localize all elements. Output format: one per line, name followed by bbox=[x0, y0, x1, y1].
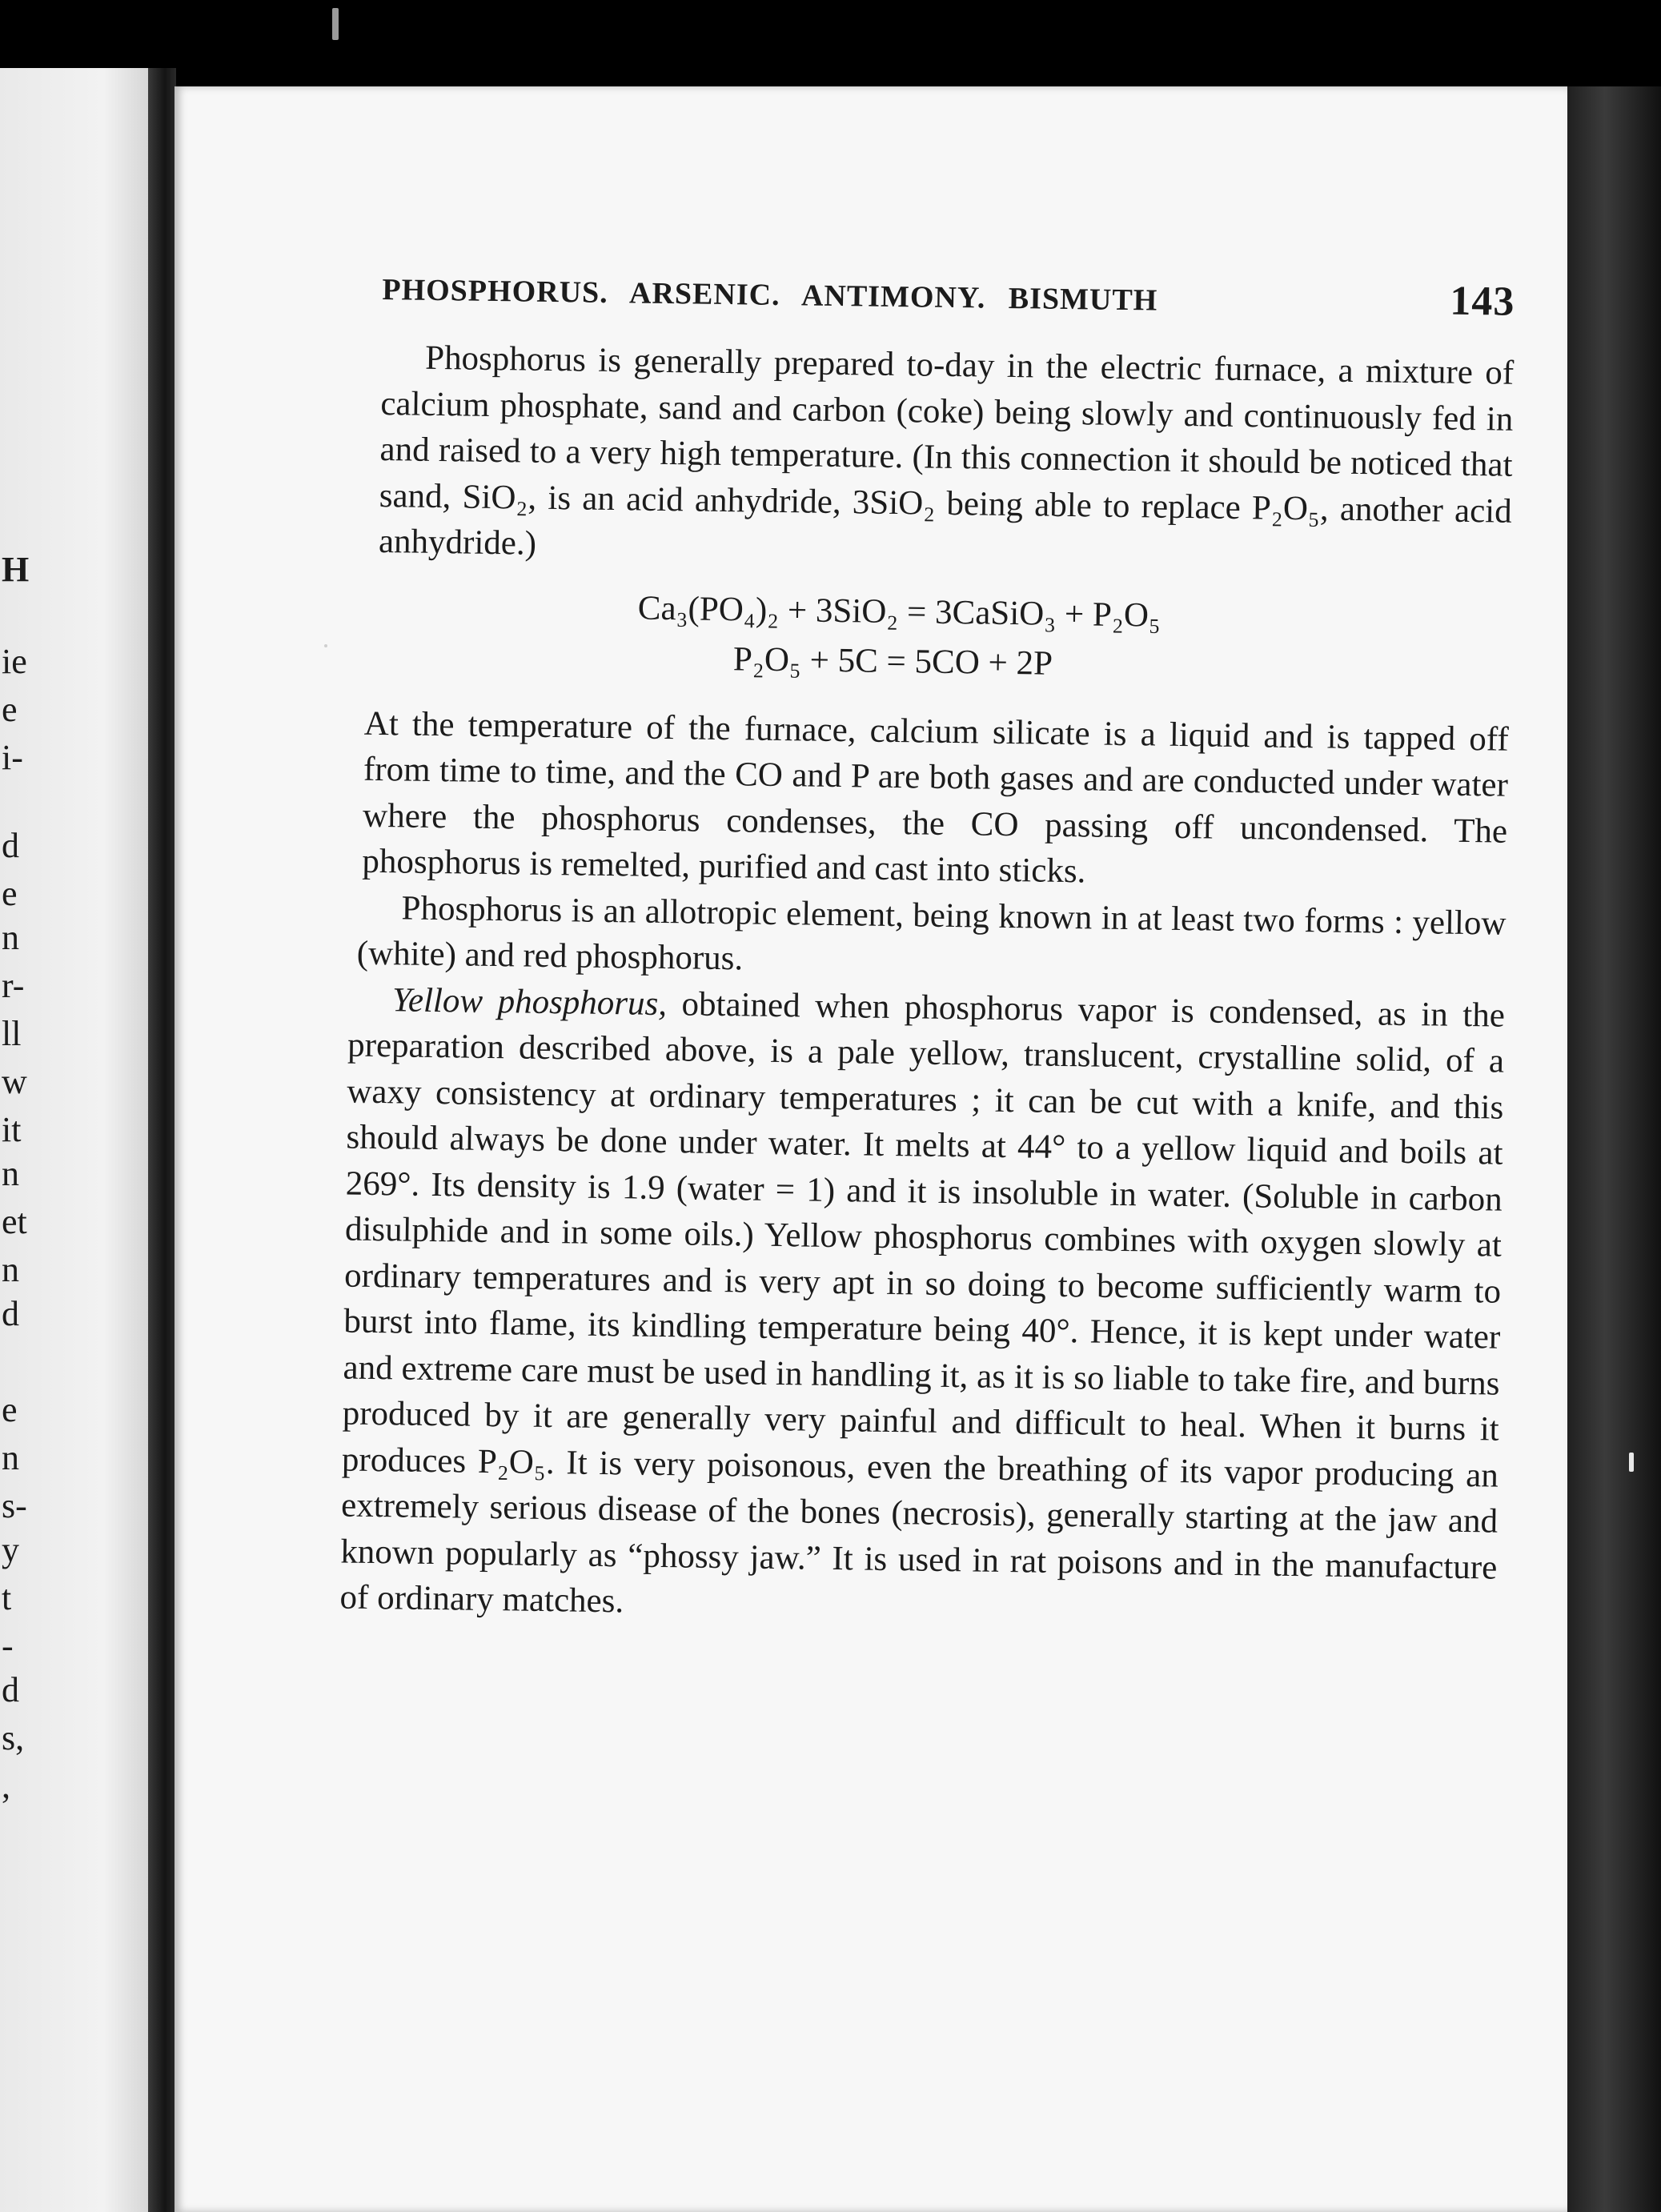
book-page bbox=[175, 86, 1567, 2212]
running-head-title: PHOSPHORUS. ARSENIC. ANTIMONY. BISMUTH bbox=[382, 273, 1158, 318]
paragraph-furnace: At the temperature of the furnace, calcium silicate is a liquid and is tapped off from time to time, and the CO and P are both gases and are conducted under water where the phosphorus condenses, the CO passing off uncondensed. The phosphorus is remelted, purified and cast into sticks. bbox=[362, 704, 1510, 891]
yellow-phosphorus-description: obtained when phosphorus vapor is condensed, as in the preparation described above, is a pale yellow, translucent, crystalline solid, of a waxy consistency at ordinary temperatures ; it can be cut with a knife, and this should always be done under water. It melts at 44° to a yellow liquid and boils at 269°. Its density is 1.9 (water = 1) and it is insoluble in water. (Soluble in carbon disulphide and in some oils.) Yellow phosphorus combines with oxygen slowly at ordinary temperatures and is very apt in so doing to become sufficiently warm to burst into flame, its kindling temperature being 40°. Hence, it is kept under water and extreme care must be used in handling it, as it is so liable to take fire, and burns produced by it are generally very painful and difficult to heal. When it burns it produces P₂O₅. It is very poisonous, even the breathing of its vapor producing an extremely serious disease of the bones (necrosis), generally starting at the jaw and known popularly as “phossy jaw.” It is used in rat poisons and in the manufacture of ordinary matches. bbox=[339, 984, 1506, 1621]
facing-page-fragment: d bbox=[2, 1670, 19, 1709]
facing-page-fragment: s, bbox=[2, 1718, 25, 1757]
facing-page-edge bbox=[0, 68, 148, 2212]
scan-speck bbox=[1629, 1453, 1634, 1472]
facing-page-fragment: - bbox=[2, 1626, 14, 1665]
facing-page-fragment: , bbox=[2, 1766, 10, 1805]
facing-page-fragment: n bbox=[2, 1250, 19, 1289]
facing-page-fragment: i- bbox=[2, 738, 23, 777]
facing-page-fragment: n bbox=[2, 1438, 19, 1477]
paragraph-allotropic: Phosphorus is an allotropic element, being known in at least two forms : yellow (white) and red phosphorus. bbox=[356, 888, 1507, 978]
facing-page-fragment: s- bbox=[2, 1486, 27, 1525]
equation-calcium-phosphate: Ca₃(PO₄)₂ + 3SiO₂ = 3CaSiO₃ + P₂O₅ bbox=[637, 589, 1161, 635]
facing-page-fragment: d bbox=[2, 826, 19, 865]
facing-page-fragment: w bbox=[2, 1062, 27, 1101]
facing-page-fragment: ll bbox=[2, 1014, 22, 1053]
paragraph-preparation: Phosphorus is generally prepared to-day in the electric furnace, a mixture of calcium phosphate, sand and carbon (coke) being slowly and continuously fed in and raised to a very high temperature. (In this connection it should be noticed that sand, SiO₂, is an acid anhydride, 3SiO₂ being able to replace P₂O₅, another acid anhydride.) bbox=[378, 339, 1515, 563]
facing-page-fragment: n bbox=[2, 1154, 19, 1193]
facing-page-text-fragments bbox=[0, 68, 148, 2212]
facing-page-fragment: y bbox=[2, 1530, 19, 1569]
scan-speck bbox=[324, 644, 327, 647]
equations-block bbox=[261, 579, 1511, 700]
facing-page-fragment: t bbox=[2, 1578, 12, 1617]
scan-speck bbox=[332, 8, 339, 40]
facing-page-fragment: e bbox=[2, 1390, 18, 1429]
equation-phosphorus-pentoxide: P₂O₅ + 5C = 5CO + 2P bbox=[732, 639, 1053, 683]
page-stack-edge bbox=[1567, 86, 1661, 2212]
facing-page-fragment: n bbox=[2, 918, 19, 957]
facing-page-fragment: ie bbox=[2, 642, 27, 681]
facing-page-fragment: d bbox=[2, 1294, 19, 1333]
page-number: 143 bbox=[1449, 278, 1515, 325]
facing-page-fragment: it bbox=[2, 1110, 22, 1149]
page-text-block bbox=[247, 254, 1515, 1637]
facing-page-fragment: H bbox=[2, 550, 30, 589]
facing-page-fragment: et bbox=[2, 1202, 27, 1241]
running-head bbox=[382, 256, 1515, 336]
facing-page-fragment: e bbox=[2, 874, 18, 913]
facing-page-fragment: r- bbox=[2, 966, 25, 1005]
yellow-phosphorus-term: Yellow phosphorus, bbox=[391, 980, 668, 1023]
book-gutter bbox=[148, 68, 176, 2212]
facing-page-fragment: e bbox=[2, 690, 18, 729]
paragraph-yellow-phosphorus bbox=[339, 976, 1505, 1637]
